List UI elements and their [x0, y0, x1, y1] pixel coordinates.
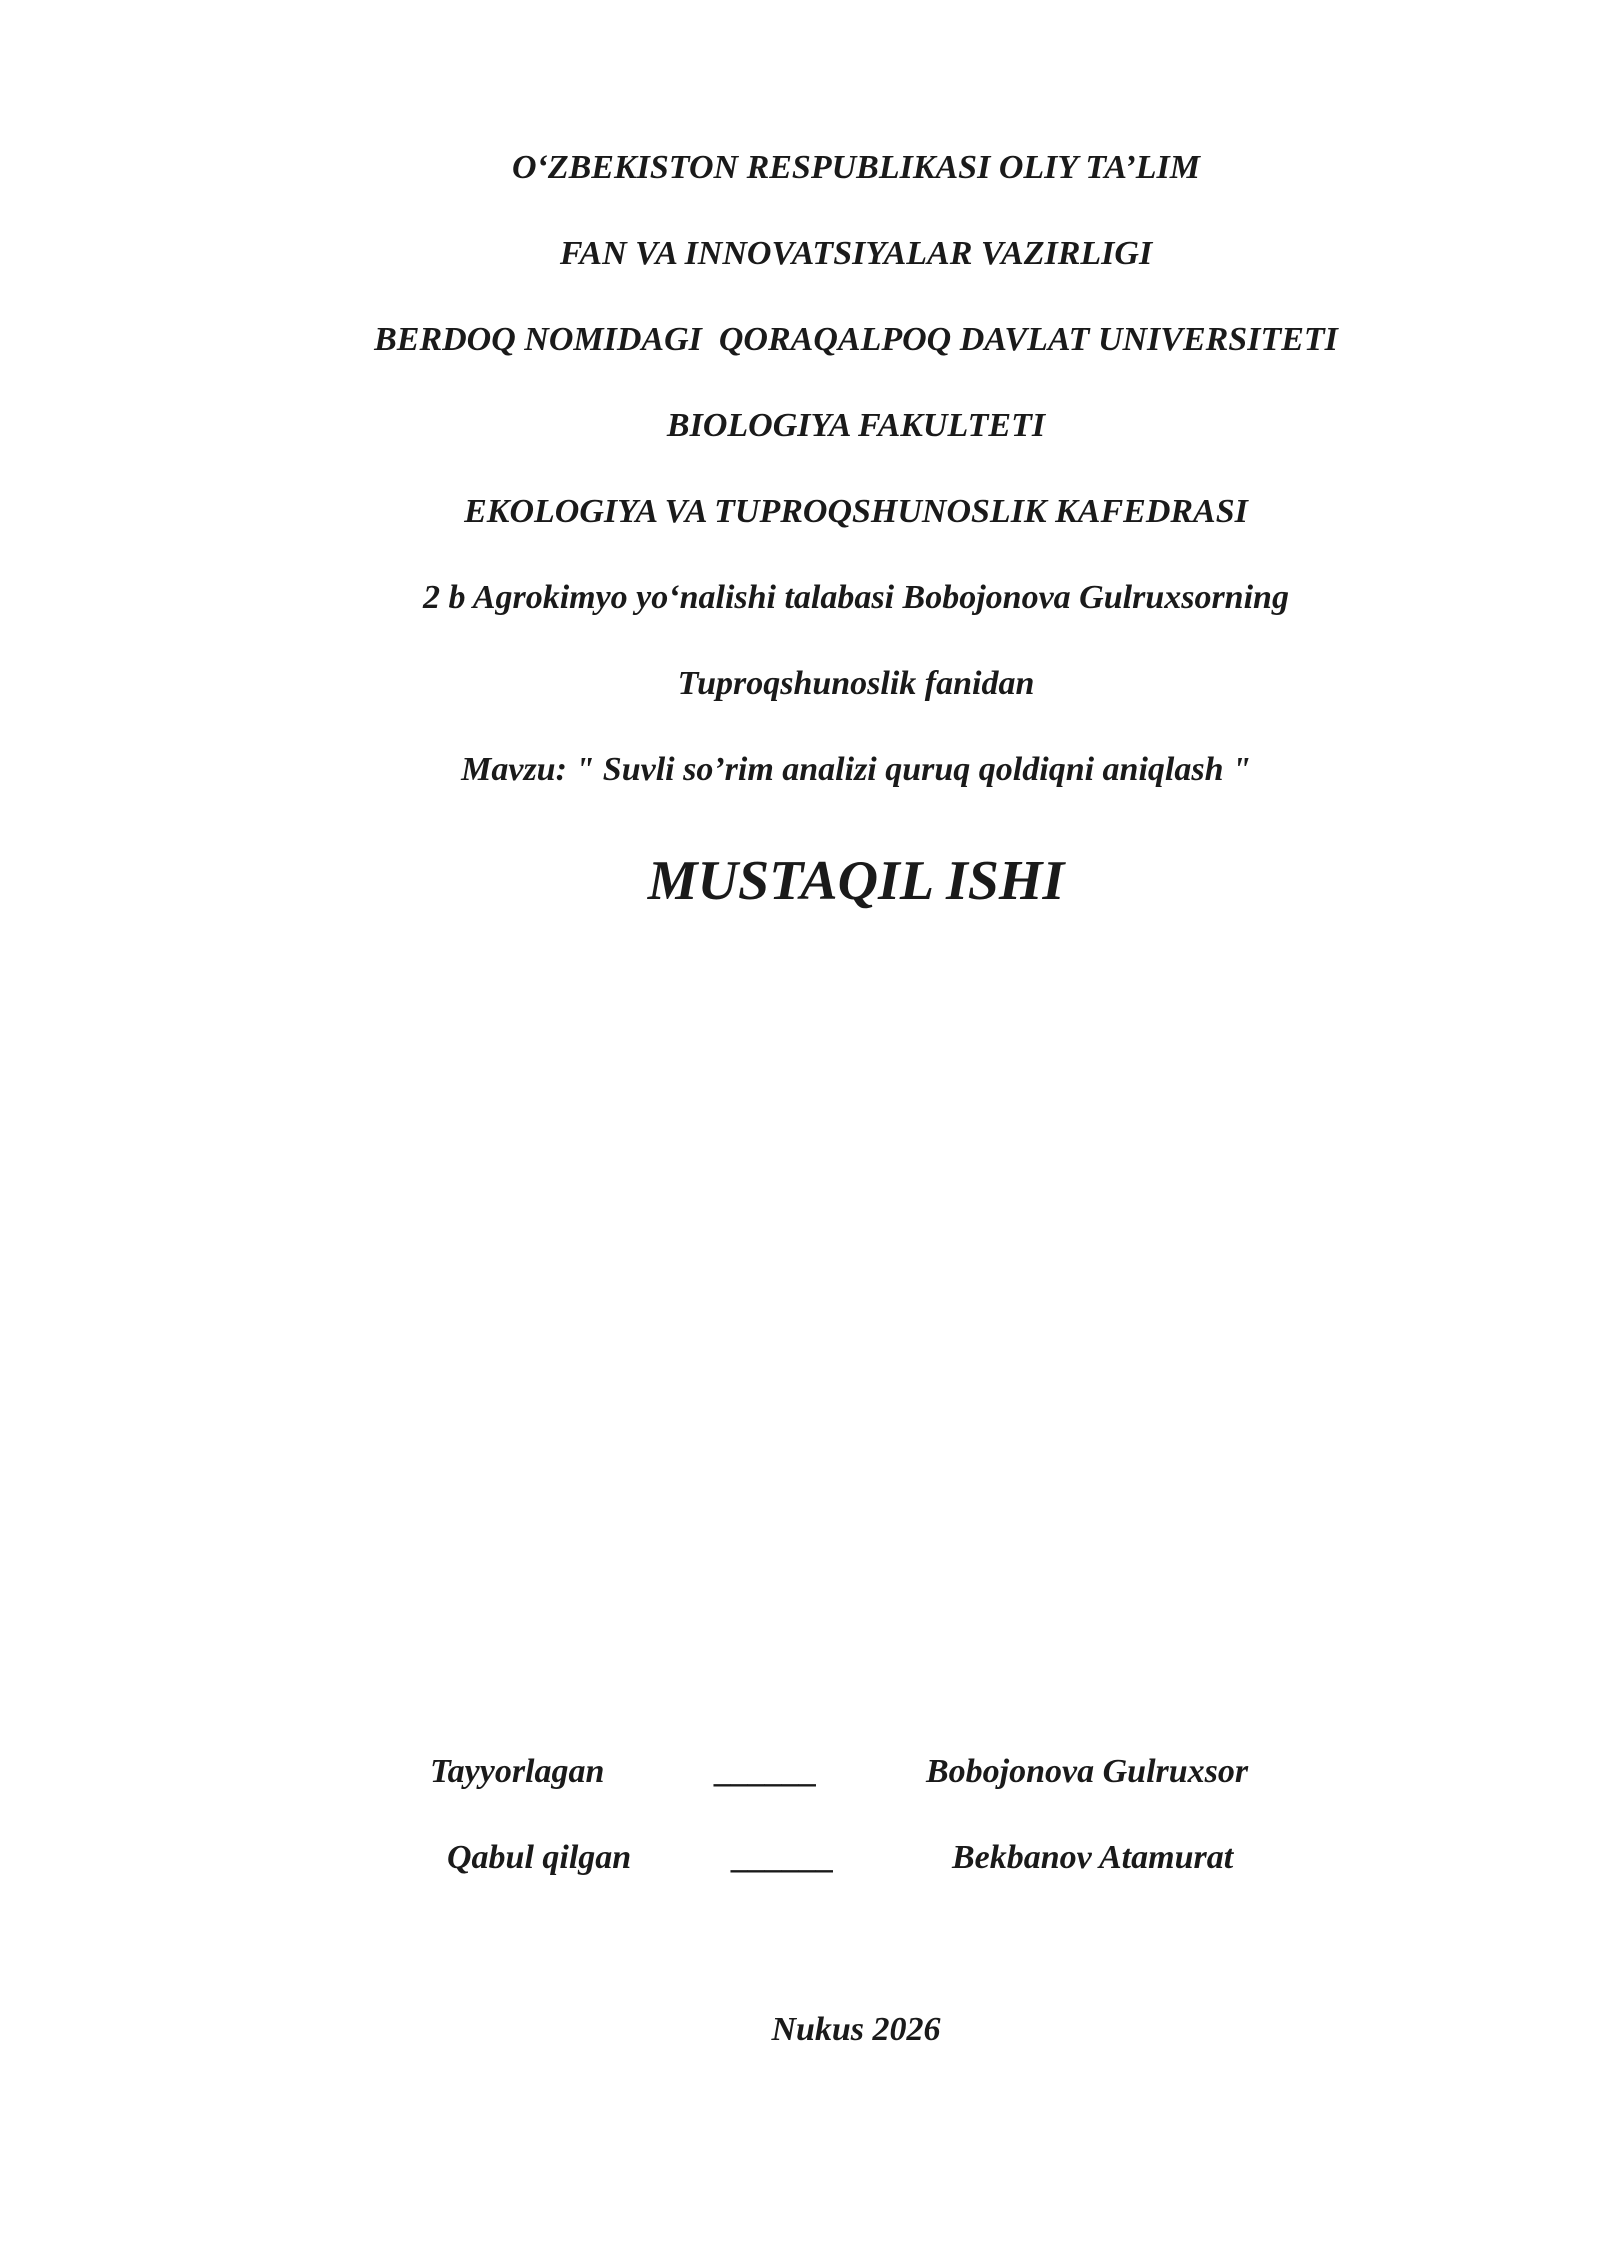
accepted-role: Qabul qilgan [447, 1839, 632, 1876]
university-name: BERDOQ NOMIDAGI QORAQALPOQ DAVLAT UNIVERSITETI [374, 321, 1338, 358]
ministry-line-1: O‘ZBEKISTON RESPUBLIKASI OLIY TA’LIM [511, 149, 1200, 186]
subject-line: Tuproqshunoslik fanidan [677, 665, 1035, 702]
signature-row-prepared [0, 1752, 1600, 1792]
prepared-name: Bobojonova Gulruxsor [926, 1753, 1249, 1790]
place-and-year: Nukus 2026 [771, 2011, 941, 2048]
title-page-header [0, 148, 1600, 836]
student-line: 2 b Agrokimyo yo‘nalishi talabasi Bobojonova Gulruxsorning [423, 579, 1289, 616]
accepted-name: Bekbanov Atamurat [952, 1839, 1234, 1876]
department-name: EKOLOGIYA VA TUPROQSHUNOSLIK KAFEDRASI [464, 493, 1248, 530]
signature-row-accepted [0, 1838, 1600, 1878]
accepted-signature-line: ______ [733, 1839, 835, 1876]
main-title: MUSTAQIL ISHI [647, 850, 1065, 912]
topic-line: Mavzu: " Suvli so’rim analizi quruq qoldiqni aniqlash " [461, 751, 1251, 788]
faculty-name: BIOLOGIYA FAKULTETI [666, 407, 1046, 444]
prepared-signature-line: ______ [716, 1753, 818, 1790]
prepared-role: Tayyorlagan [430, 1753, 605, 1790]
ministry-line-2: FAN VA INNOVATSIYALAR VAZIRLIGI [559, 235, 1153, 272]
